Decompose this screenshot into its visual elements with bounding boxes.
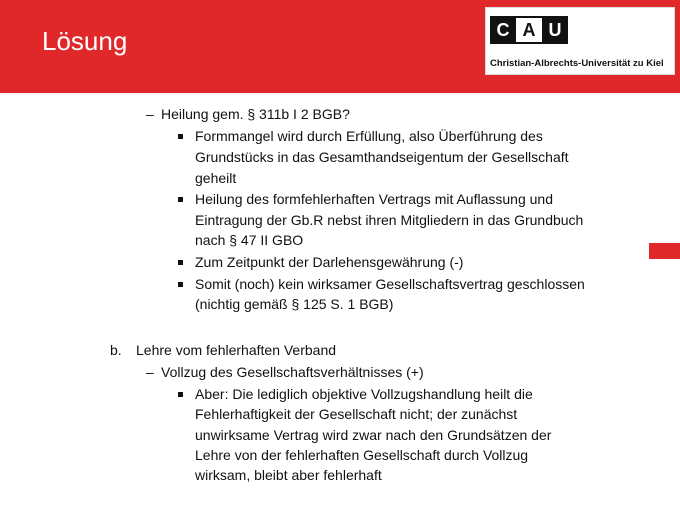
bullet-square (178, 197, 183, 202)
university-name: Christian-Albrechts-Universität zu Kiel (490, 58, 664, 69)
bullet-square (178, 392, 183, 397)
section-marker: b. (110, 342, 122, 358)
bullet-line: wirksam, bleibt aber fehlerhaft (195, 467, 382, 483)
bullet-line: Aber: Die lediglich objektive Vollzugshandlung heilt die (195, 386, 533, 402)
dash-marker: – (146, 364, 154, 380)
bullet-line: Lehre von der fehlerhaften Gesellschaft durch Vollzug (195, 447, 529, 463)
logo-letter-a: A (516, 16, 542, 44)
logo-letter-c: C (490, 16, 516, 44)
bullet-line: Zum Zeitpunkt der Darlehensgewährung (-) (195, 254, 464, 270)
bullet-square (178, 260, 183, 265)
bullet-line: Somit (noch) kein wirksamer Gesellschaftsvertrag geschlossen (195, 276, 585, 292)
dash-marker: – (146, 106, 154, 122)
bullet-line: Eintragung der Gb.R nebst ihren Mitgliedern in das Grundbuch (195, 212, 584, 228)
bullet-square (178, 134, 183, 139)
bullet-line: Formmangel wird durch Erfüllung, also Überführung des (195, 128, 543, 144)
bullet-square (178, 282, 183, 287)
bullet-line: nach § 47 II GBO (195, 232, 304, 248)
bullet-line: Grundstücks in das Gesamthandseigentum der Gesellschaft (195, 149, 569, 165)
bullet-line: unwirksame Vertrag wird zwar nach den Grundsätzen der (195, 427, 552, 443)
logo-letter-u: U (542, 16, 568, 44)
bullet-line: geheilt (195, 170, 237, 186)
page-title: Lösung (42, 26, 128, 56)
item-vollzug: Vollzug des Gesellschaftsverhältnisses (+) (161, 364, 424, 380)
bullet-line: Heilung des formfehlerhaften Vertrags mit Auflassung und (195, 191, 553, 207)
bullet-line: Fehlerhaftigkeit der Gesellschaft nicht; der zunächst (195, 406, 518, 422)
bullet-line: (nichtig gemäß § 125 S. 1 BGB) (195, 296, 394, 312)
section-heading: Lehre vom fehlerhaften Verband (136, 342, 337, 358)
item-heilung: Heilung gem. § 311b I 2 BGB? (161, 106, 350, 122)
